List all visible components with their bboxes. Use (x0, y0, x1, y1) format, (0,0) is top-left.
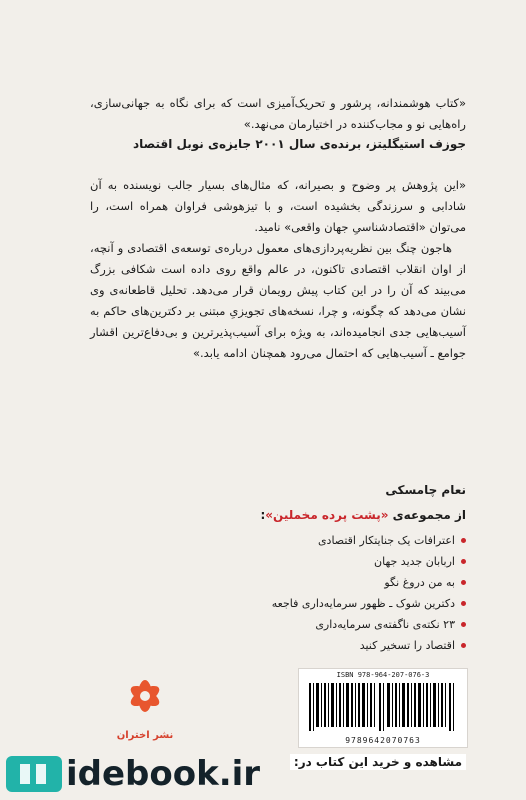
series-title-name: «پشت پرده مخملین» (265, 508, 389, 522)
brand-name[interactable]: idebook.ir (66, 754, 261, 794)
isbn-label: ISBN 978-964-207-076-3 (336, 671, 430, 679)
series-title-suffix: : (260, 508, 266, 522)
publisher-logo (110, 668, 180, 741)
quote-stiglitz: «کتاب هوشمندانه، پرشور و تحریک‌آمیزی است که برای نگاه به جهانی‌سازی، راه‌هایی نو و مجاب‌کننده در اختیارمان می‌نهد.» (90, 96, 466, 131)
series-item-label: اعترافات یک جنایتکار اقتصادی (317, 534, 455, 547)
barcode-bars-icon (309, 683, 457, 731)
barcode-number: 9789642070763 (345, 736, 421, 745)
bullet-icon (461, 601, 466, 606)
series-list (216, 508, 466, 658)
series-item-label: ۲۳ نکته‌ی ناگفته‌ی سرمایه‌داری (315, 618, 455, 631)
bullet-icon (461, 580, 466, 585)
series-title (216, 508, 466, 522)
barcode (298, 668, 468, 748)
quote-chomsky (90, 175, 466, 364)
series-item (216, 637, 466, 654)
series-item-label: اقتصاد را تسخیر کنید (359, 639, 455, 652)
quote-chomsky-author: نعام چامسکی (385, 483, 466, 497)
bullet-icon (461, 538, 466, 543)
quote-chomsky-paragraph-2: هاجون چنگ بین نظریه‌پردازی‌های معمول درباره‌ی توسعه‌ی اقتصادی و آنچه، از اوان انقلاب اقتصادی تاکنون، در عالم واقع روی داده است شکافی بزرگ می‌بیند که آن را در این کتاب پیش رویمان قرار می‌دهد. تحلیل قاطعانه‌ی وی نشان می‌دهد که چگونه، و چرا، نسخه‌های تجویزیِ مبتنی بر دکترین‌های حاکم به آسیب‌هایی جدی انجامیده‌اند، به ویژه برای آسیب‌پذیرترین و بی‌دفاع‌ترین اقشار جوامع ـ آسیب‌هایی که احتمال می‌رود همچنان ادامه یابد.» (90, 241, 466, 360)
watermark-strip (0, 748, 526, 800)
bullet-icon (461, 643, 466, 648)
series-item (216, 616, 466, 633)
brand-logo-icon (6, 756, 62, 792)
series-item (216, 532, 466, 549)
bullet-icon (461, 559, 466, 564)
publisher-name: نشر اختران (116, 730, 174, 741)
buy-link-text[interactable]: مشاهده و خرید این کتاب در: (290, 754, 466, 770)
flower-logo-icon (115, 668, 175, 724)
series-item-label: اربابان جدید جهان (374, 555, 455, 568)
series-item-label: دکترین شوک ـ ظهور سرمایه‌داری فاجعه (271, 597, 455, 610)
series-item (216, 553, 466, 570)
bullet-icon (461, 622, 466, 627)
quote-chomsky-paragraph-1: «این پژوهش پر وضوح و بصیرانه، که مثال‌های بسیار جالب نویسنده به آن شادابی و سرزندگی بخشیده است، و با تیزهوشی فراوان همراه است، را می‌توان «اقتصادشناسیِ جهان واقعی» نامید. (90, 178, 466, 234)
series-item (216, 595, 466, 612)
series-item (216, 574, 466, 591)
series-title-prefix: از مجموعه‌ی (388, 508, 466, 522)
series-item-label: به من دروغ نگو (384, 576, 455, 589)
quote-stiglitz-author: جوزف استیگلیتز، برنده‌ی سال ۲۰۰۱ جایزه‌ی نوبل اقتصاد (133, 137, 466, 151)
